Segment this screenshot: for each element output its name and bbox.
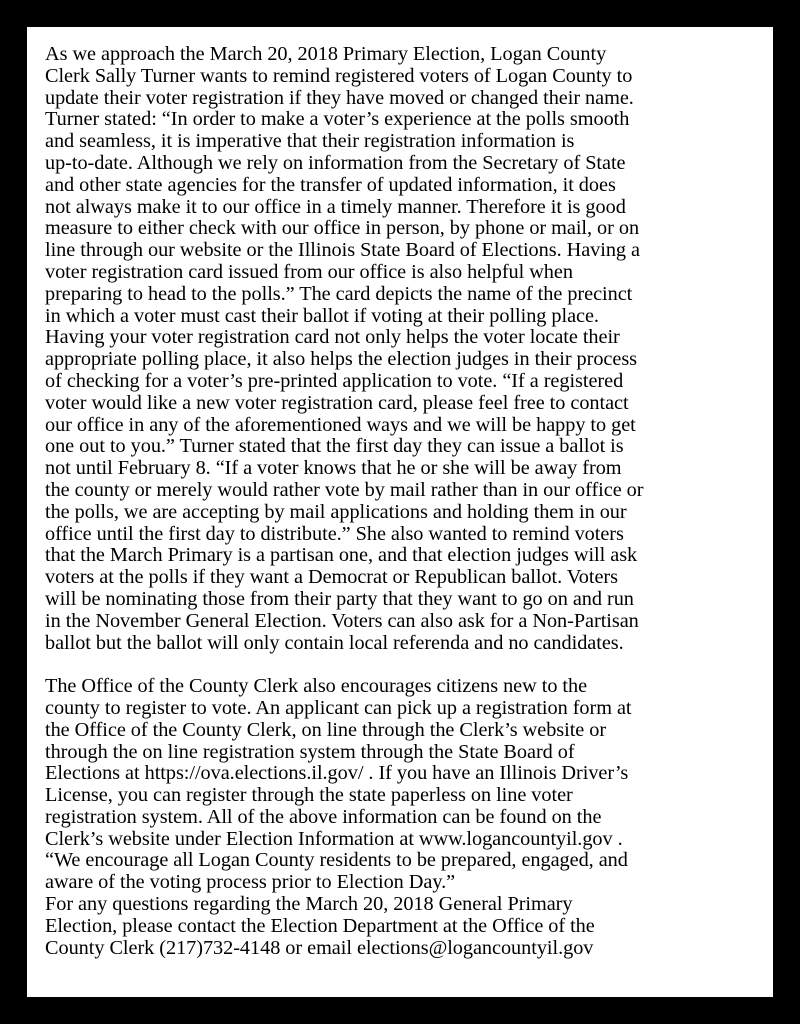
text-line: County Clerk (217)732-4148 or email elections@logancountyil.gov <box>45 936 594 959</box>
text-line: in which a voter must cast their ballot if voting at their polling place. <box>45 304 599 327</box>
text-line: Election, please contact the Election Department at the Office of the <box>45 914 595 937</box>
text-line: not until February 8. “If a voter knows that he or she will be away from <box>45 457 622 480</box>
text-line: that the March Primary is a partisan one, and that election judges will ask <box>45 544 638 567</box>
text-line: not always make it to our office in a timely manner. Therefore it is good <box>45 195 626 218</box>
text-line: registration system. All of the above information can be found on the <box>45 805 602 828</box>
text-line: of checking for a voter’s pre-printed application to vote. “If a registered <box>45 369 624 392</box>
text-line: voter would like a new voter registration card, please feel free to contact <box>45 391 629 414</box>
text-line: through the on line registration system through the State Board of <box>45 740 575 763</box>
press-release-text <box>45 44 765 959</box>
text-line: As we approach the March 20, 2018 Primary Election, Logan County <box>45 43 607 65</box>
text-line: our office in any of the aforementioned ways and we will be happy to get <box>45 413 636 436</box>
text-line: aware of the voting process prior to Election Day.” <box>45 871 456 894</box>
text-line: voter registration card issued from our office is also helpful when <box>45 260 573 283</box>
text-line: up-to-date. Although we rely on information from the Secretary of State <box>45 151 626 174</box>
document-page <box>27 27 773 997</box>
paragraph-voter-registration-update <box>45 44 765 654</box>
text-line: county to register to vote. An applicant can pick up a registration form at <box>45 696 632 719</box>
text-line: Elections at https://ova.elections.il.gov/ . If you have an Illinois Driver’s <box>45 762 629 785</box>
text-line: measure to either check with our office in person, by phone or mail, or on <box>45 217 640 240</box>
text-line: Clerk Sally Turner wants to remind registered voters of Logan County to <box>45 64 633 87</box>
text-line: office until the first day to distribute.” She also wanted to remind voters <box>45 522 624 545</box>
text-line: voters at the polls if they want a Democrat or Republican ballot. Voters <box>45 566 618 589</box>
text-line: the county or merely would rather vote by mail rather than in our office or <box>45 478 644 501</box>
paragraph-new-voter-registration <box>45 676 765 894</box>
text-line: Turner stated: “In order to make a voter’s experience at the polls smooth <box>45 108 630 131</box>
text-line: the Office of the County Clerk, on line through the Clerk’s website or <box>45 718 607 741</box>
text-line: Having your voter registration card not only helps the voter locate their <box>45 326 620 349</box>
text-line: one out to you.” Turner stated that the first day they can issue a ballot is <box>45 435 624 458</box>
text-line: The Office of the County Clerk also encourages citizens new to the <box>45 675 588 698</box>
text-line: Clerk’s website under Election Information at www.logancountyil.gov . <box>45 827 623 850</box>
paragraph-contact-info <box>45 894 765 959</box>
text-line: in the November General Election. Voters can also ask for a Non-Partisan <box>45 609 639 632</box>
text-line: the polls, we are accepting by mail applications and holding them in our <box>45 500 627 523</box>
text-line: “We encourage all Logan County residents to be prepared, engaged, and <box>45 849 628 872</box>
text-line: ballot but the ballot will only contain local referenda and no candidates. <box>45 631 624 654</box>
text-line: preparing to head to the polls.” The card depicts the name of the precinct <box>45 282 633 305</box>
text-line: License, you can register through the state paperless on line voter <box>45 784 573 807</box>
text-line: will be nominating those from their party that they want to go on and run <box>45 587 634 610</box>
text-line: appropriate polling place, it also helps the election judges in their process <box>45 348 638 371</box>
text-line: For any questions regarding the March 20, 2018 General Primary <box>45 893 573 916</box>
text-line: line through our website or the Illinois State Board of Elections. Having a <box>45 239 640 262</box>
paragraph-spacer <box>45 654 765 676</box>
text-line: and other state agencies for the transfer of updated information, it does <box>45 173 616 196</box>
text-line: and seamless, it is imperative that their registration information is <box>45 130 575 153</box>
text-line: update their voter registration if they have moved or changed their name. <box>45 86 634 109</box>
